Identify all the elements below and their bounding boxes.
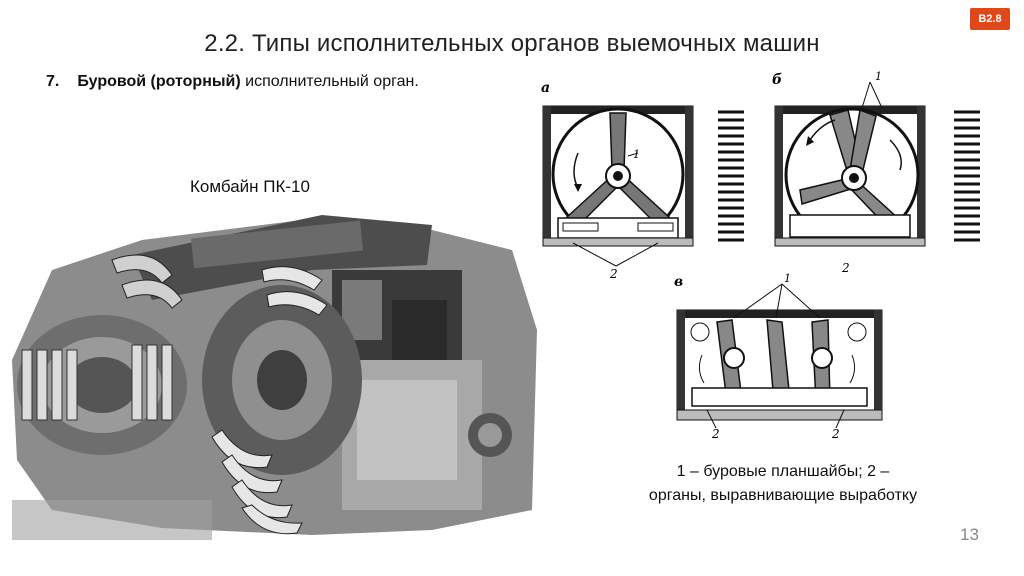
diagram-legend: 1 – буровые планшайбы; 2 – органы, выравнивающие выработку: [648, 463, 918, 504]
heading-rest-text: исполнительный орган.: [240, 73, 419, 90]
heading-bold-text: Буровой (роторный): [77, 73, 241, 90]
heading-number: 7.: [46, 73, 60, 90]
diagram-v-callout-1: 1: [784, 272, 791, 285]
diagram-v-label: в: [674, 274, 684, 290]
combine-photo: [12, 210, 542, 540]
diagram-v: [672, 270, 897, 445]
slide-badge: В2.8: [970, 8, 1010, 30]
diagram-b-label: б: [772, 72, 783, 88]
section-heading: [46, 73, 419, 91]
diagram-v-callout-2a: 2: [712, 427, 720, 441]
diagram-b-callout-2: 2: [842, 261, 850, 275]
diagram-a-label: а: [541, 80, 551, 96]
diagram-a-callout-1: 1: [633, 148, 640, 161]
diagram-a-callout-2: 2: [610, 267, 618, 281]
page-number: 13: [960, 525, 979, 544]
diagram-b-callout-1: 1: [875, 70, 882, 83]
diagram-v-callout-2b: 2: [832, 427, 840, 441]
photo-caption: Комбайн ПК-10: [190, 177, 310, 196]
diagram-b: [770, 70, 1000, 280]
slide-title: 2.2. Типы исполнительных органов выемочных машин: [204, 30, 820, 57]
diagram-a: [538, 78, 758, 288]
